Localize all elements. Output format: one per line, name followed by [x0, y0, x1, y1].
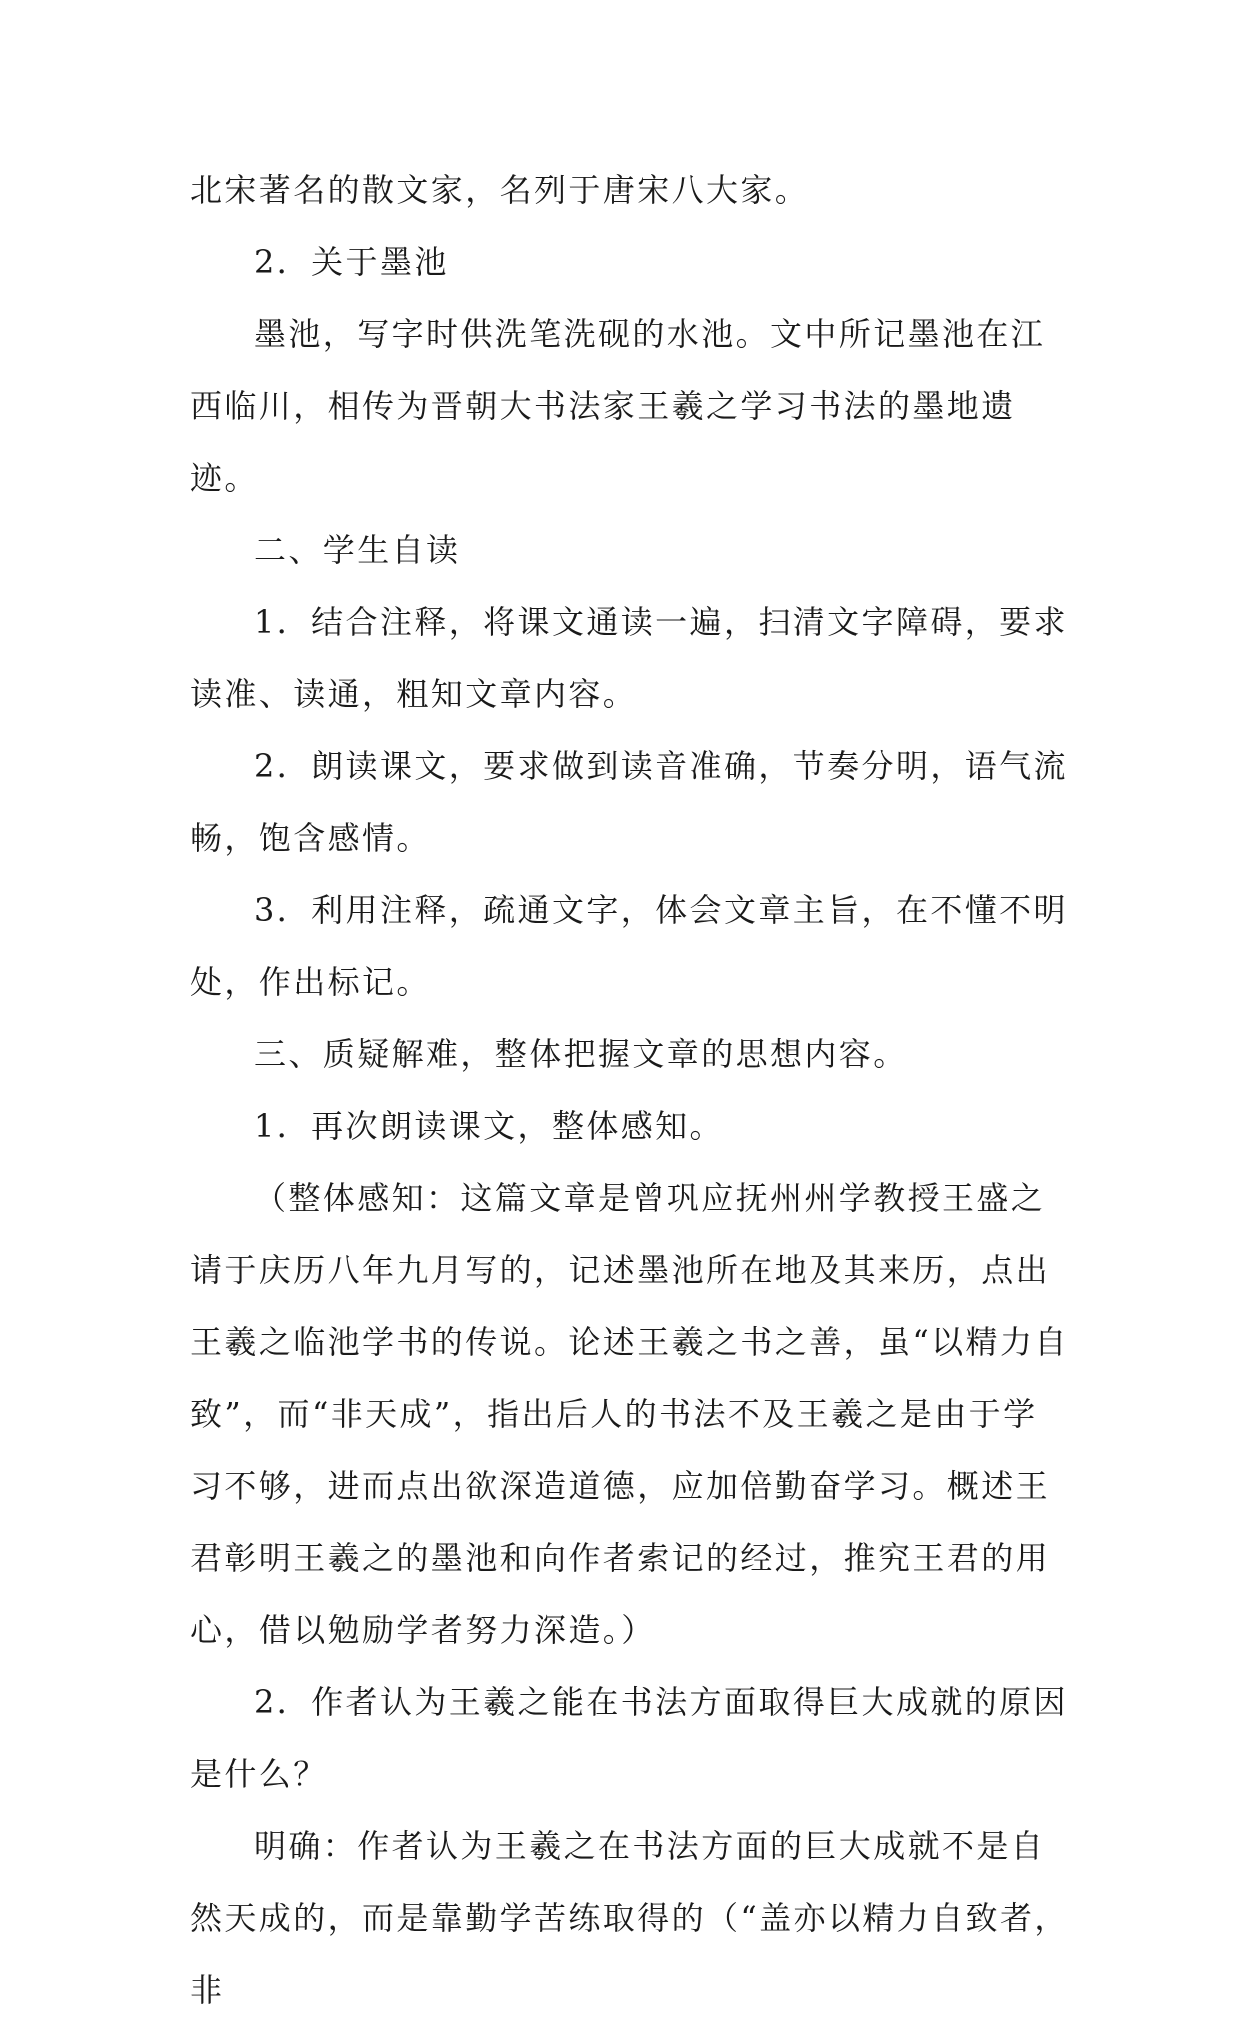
paragraph-12: 明确：作者认为王羲之在书法方面的巨大成就不是自然天成的，而是靠勤学苦练取得的（“盖亦以精力自致者，非: [190, 1827, 1069, 2009]
paragraph-7: 3．利用注释，疏通文字，体会文章主旨，在不懂不明处，作出标记。: [190, 891, 1068, 1001]
paragraph-9: 1．再次朗读课文，整体感知。: [254, 1107, 724, 1145]
paragraph-8: 三、质疑解难，整体把握文章的思想内容。: [254, 1035, 908, 1073]
document-body: [190, 154, 1070, 2026]
paragraph-2: 2．关于墨池: [254, 243, 449, 281]
paragraph-5: 1．结合注释，将课文通读一遍，扫清文字障碍，要求读准、读通，粗知文章内容。: [190, 603, 1068, 713]
paragraph-4: 二、学生自读: [254, 531, 461, 569]
paragraph-6: 2．朗读课文，要求做到读音准确，节奏分明，语气流畅，饱含感情。: [190, 747, 1068, 857]
paragraph-10: （整体感知：这篇文章是曾巩应抚州州学教授王盛之请于庆历八年九月写的，记述墨池所在地及其来历，点出王羲之临池学书的传说。论述王羲之书之善，虽“以精力自致”，而“非天成”，指出后人的书法不及王羲之是由于学习不够，进而点出欲深造道德，应加倍勤奋学习。概述王君彰明王羲之的墨池和向作者索记的经过，推究王君的用心，借以勉励学者努力深造。）: [190, 1179, 1069, 1649]
paragraph-11: 2．作者认为王羲之能在书法方面取得巨大成就的原因是什么？: [190, 1683, 1068, 1793]
paragraph-1: 北宋著名的散文家，名列于唐宋八大家。: [190, 171, 810, 209]
paragraph-3: 墨池，写字时供洗笔洗砚的水池。文中所记墨池在江西临川，相传为晋朝大书法家王羲之学习书法的墨地遗迹。: [190, 315, 1046, 497]
